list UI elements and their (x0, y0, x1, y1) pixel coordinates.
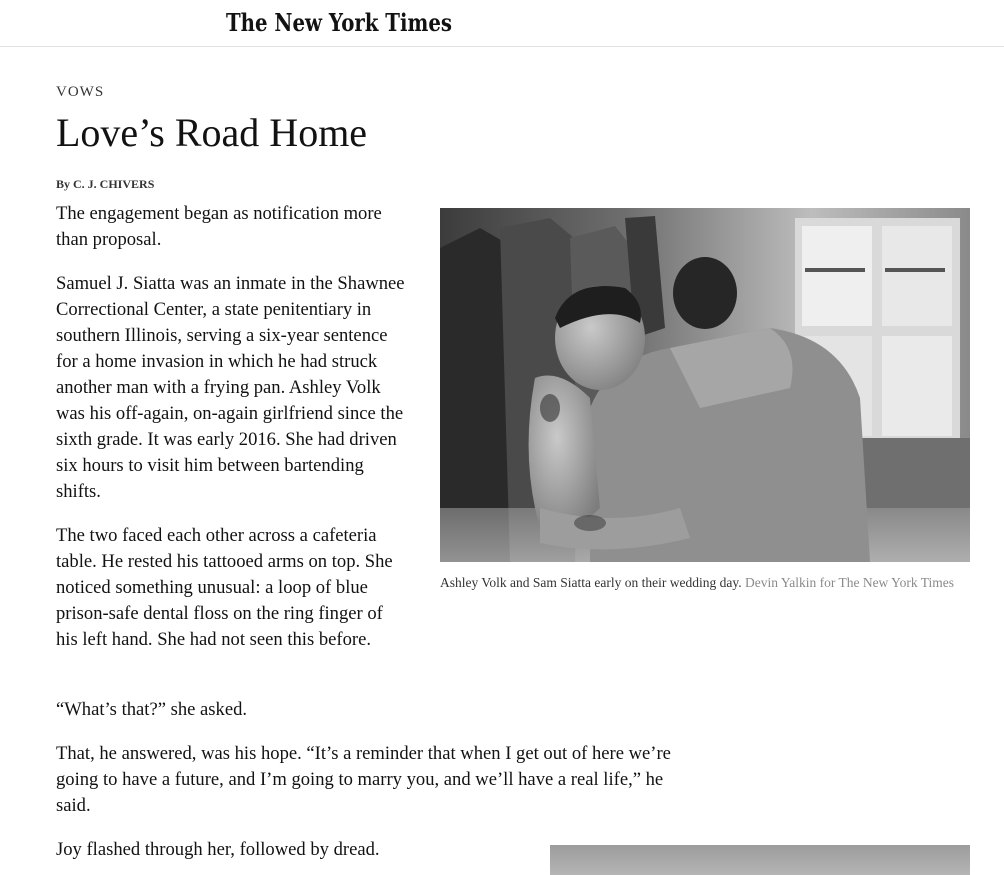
article-paragraph: The two faced each other across a cafeteria table. He rested his tattooed arms on top. She noticed something unusual: a loop of blue prison-safe dental floss on the ring finger of his left hand. She had not seen this before. (56, 525, 393, 650)
article-paragraph: Joy flashed through her, followed by dread. (56, 839, 380, 860)
article-paragraph: “What’s that?” she asked. (56, 699, 248, 720)
article-paragraph: Samuel J. Siatta was an inmate in the Shawnee Correctional Center, a state penitentiary in southern Illinois, serving a six-year sentence for a home invasion in which he had struck another man with a frying pan. Ashley Volk was his off-again, on-again girlfriend since the sixth grade. It was early 2016. She had driven six hours to visit him between bartending shifts. (56, 273, 405, 502)
article-headline: Love’s Road Home (56, 110, 368, 155)
byline-author[interactable]: C. J. CHIVERS (73, 177, 155, 191)
second-photo[interactable] (550, 845, 970, 875)
masthead (0, 0, 1004, 47)
nyt-logo-text: The New York Times (226, 8, 452, 37)
section-kicker[interactable]: VOWS (56, 84, 105, 100)
lead-photo[interactable] (440, 208, 970, 562)
byline-prefix: By (56, 177, 71, 191)
byline (56, 177, 154, 192)
lead-photo-image (440, 208, 970, 562)
photo-credit: Devin Yalkin for The New York Times (744, 575, 954, 590)
caption-text: Ashley Volk and Sam Siatta early on their wedding day. (440, 575, 742, 590)
article-paragraph: The engagement began as notification more than proposal. (56, 203, 382, 250)
photo-caption (440, 573, 960, 592)
article-paragraph: That, he answered, was his hope. “It’s a reminder that when I get out of here we’re going to have a future, and I’m going to marry you, and we’ll have a real life,” he said. (56, 743, 671, 816)
nyt-logo[interactable] (226, 5, 454, 41)
